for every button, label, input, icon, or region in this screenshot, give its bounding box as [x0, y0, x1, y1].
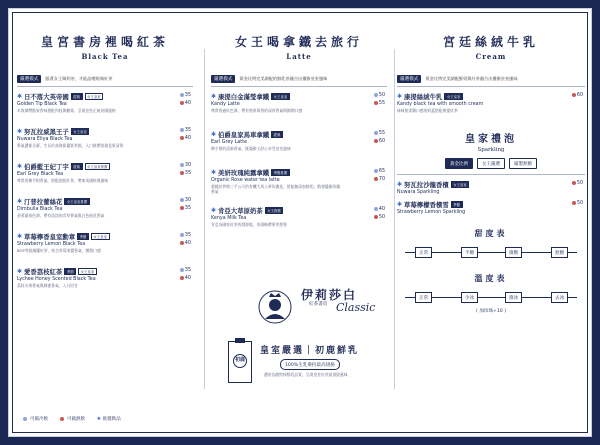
column-divider: [394, 49, 395, 389]
price-hot: 50: [576, 181, 583, 186]
latte-title: 女王喝拿鐵去旅行: [234, 35, 363, 49]
item-chip: 女王皇室: [78, 268, 97, 275]
price-cold: 35: [184, 93, 191, 98]
item-prices: [180, 92, 191, 108]
item-chip: 經典: [71, 163, 83, 170]
legend-recommend: ✱ 推薦飲品: [97, 416, 121, 422]
temperature-scale: [401, 290, 581, 304]
item-english-name: Nuwara Eliya Black Tea: [17, 137, 73, 142]
brand-classic: Classic: [336, 301, 376, 314]
item-prices: [180, 162, 191, 178]
menu-item: [397, 200, 585, 216]
price-hot: 40: [184, 241, 191, 246]
menu-item: [17, 232, 193, 263]
menu-item: [397, 180, 585, 196]
legend: [23, 416, 121, 422]
cream-title: 宮廷絲絨牛乳: [442, 35, 539, 49]
price-cold: 35: [184, 128, 191, 133]
temperature-option: 正常: [415, 292, 432, 303]
black-tea-title: 皇宮書房裡喝紅茶: [40, 35, 169, 49]
hot-dot-icon: [180, 241, 184, 245]
topping-note: ( 加珍珠+10 ): [476, 309, 506, 314]
temperature-option: 微冰: [505, 292, 522, 303]
item-english-name: Earl Grey Latte: [211, 140, 248, 145]
item-description: 荔枝水果香氣與蜂蜜香氣，入口回甘: [17, 283, 78, 288]
item-chip: 季節: [64, 268, 76, 275]
temperature-option: 少冰: [461, 292, 478, 303]
item-chip: 經典: [71, 93, 83, 100]
temperature-title: 溫度表: [474, 273, 508, 283]
item-chip: 經典: [271, 131, 283, 138]
star-icon: ✱: [397, 201, 403, 208]
cold-dot-icon: [374, 169, 378, 173]
item-prices: [180, 197, 191, 213]
price-hot: 40: [184, 276, 191, 281]
item-english-name: Strawberry Lemon Black Tea: [17, 242, 86, 247]
price-hot: 70: [378, 177, 385, 182]
item-chip: 季節: [77, 233, 89, 240]
menu-sheet: [8, 8, 592, 437]
item-chip: 女王皇室: [91, 233, 110, 240]
item-name: 美妍玫瑰純露拿鐵: [218, 169, 270, 177]
price-cold: 65: [378, 169, 385, 174]
item-description: 栽種於伊朗三千公尺的有機大馬士革玫瑰花，搭配無添加鮮奶，散發優雅玫瑰香氣: [211, 184, 341, 195]
cold-dot-icon: [374, 93, 378, 97]
menu-item: [211, 130, 387, 164]
divider: [397, 86, 585, 87]
item-prices: [374, 92, 385, 108]
item-chip: 女王皇室推薦: [64, 198, 89, 205]
item-prices: [374, 206, 385, 222]
hot-dot-icon: [180, 206, 184, 210]
cold-dot-icon: [374, 131, 378, 135]
item-name: 努瓦拉威黑王子: [24, 128, 69, 136]
price-cold: 30: [184, 163, 191, 168]
item-prices: [572, 200, 583, 208]
item-english-name: Organic Rose water tea latte: [211, 178, 280, 183]
sweetness-option: 微糖: [505, 247, 522, 258]
item-description: 肯亞為國家紅茶的發源地，茶湯略帶麥芽甜香: [211, 222, 287, 227]
sparkling-pills: [397, 158, 585, 169]
item-prices: [374, 168, 385, 184]
select-tag: 嚴選模式: [397, 75, 421, 83]
milk-note: 濃培烏龍特採鮮乳品質，呈現皇室紅茶最頂級風味: [264, 372, 348, 377]
milk-pill: 100%生乳乘持最高規格: [280, 359, 340, 370]
menu-item: [397, 92, 585, 118]
item-chip: 女王推薦: [265, 207, 284, 214]
price-hot: 40: [184, 101, 191, 106]
hot-dot-icon: [374, 215, 378, 219]
hot-dot-icon: [180, 136, 184, 140]
item-chip: 女王皇室: [271, 93, 290, 100]
select-tag: 嚴選模式: [211, 75, 235, 83]
item-prices: [374, 130, 385, 146]
column-divider: [204, 49, 205, 389]
legend-cold: 可做冷飲: [23, 416, 48, 422]
menu-item: [17, 197, 193, 228]
item-english-name: Earl Grey Black Tea: [17, 172, 64, 177]
item-english-name: Golden Tip Black Tea: [17, 102, 67, 107]
temperature-option: 去冰: [551, 292, 568, 303]
hot-dot-icon: [572, 93, 576, 97]
cream-subtitle: Cream: [475, 52, 507, 61]
sweetness-scale: [401, 245, 581, 259]
sweetness-option: 正常: [415, 247, 432, 258]
hot-dot-icon: [60, 417, 64, 421]
star-icon: ✱: [211, 131, 217, 138]
milk-title: 皇室嚴選｜初鹿鮮乳: [260, 346, 360, 356]
item-name: 康提白金滿瑩拿鐵: [218, 93, 270, 101]
item-english-name: Dimbulla Black Tea: [17, 207, 63, 212]
item-name: 汀普拉蕾絲花: [24, 198, 63, 206]
price-hot: 60: [378, 139, 385, 144]
star-icon: ✱: [97, 416, 101, 422]
star-icon: ✱: [17, 268, 23, 275]
item-name: 草莓檸檬香檳雪: [404, 201, 449, 209]
cold-dot-icon: [180, 163, 184, 167]
sweetness-option: 半糖: [461, 247, 478, 258]
item-english-name: Nuwara Sparkling: [397, 190, 440, 195]
milk-carton-icon: [228, 341, 252, 383]
price-hot: 35: [184, 171, 191, 176]
divider: [397, 174, 585, 175]
star-icon: ✱: [397, 93, 403, 100]
price-cold: 50: [378, 93, 385, 98]
item-name: 草莓檸香皇室勳章: [24, 233, 76, 241]
item-description: 金黃琥珀色澤，帶有淡淡的青草香氣與白色桂花香氣: [17, 213, 105, 218]
item-prices: [572, 92, 583, 100]
star-icon: ✱: [397, 181, 403, 188]
item-name: 愛香荔枝紅茶: [24, 268, 63, 276]
cold-dot-icon: [23, 417, 27, 421]
menu-item: [211, 168, 387, 202]
menu-item: [211, 92, 387, 126]
sparkling-list: [397, 180, 585, 216]
black-tea-list: [17, 92, 193, 298]
item-english-name: Kandy black tea with smooth cream: [397, 102, 484, 107]
item-description: 木質調帶點果香味搭配肉桂與糖霜，呈現皇室正統英國風格: [17, 108, 116, 113]
cold-dot-icon: [180, 233, 184, 237]
item-name: 努瓦拉沙龍香檳: [404, 181, 449, 189]
hot-dot-icon: [572, 181, 576, 185]
item-name: 肯亞大草原奶茶: [218, 207, 263, 215]
item-prices: [180, 232, 191, 248]
price-cold: 55: [378, 131, 385, 136]
item-chip: 季節: [451, 201, 463, 208]
pill: 嚴製無糖: [509, 158, 537, 169]
menu-item: [211, 206, 387, 240]
cold-dot-icon: [374, 207, 378, 211]
carton-logo: 初鹿: [233, 354, 247, 368]
item-english-name: Kenya Milk Tea: [211, 216, 247, 221]
star-icon: ✱: [17, 163, 23, 170]
select-desc: 跟著女王喝奶茶，才能品嚐經典紅茶: [45, 76, 113, 81]
price-hot: 35: [184, 206, 191, 211]
hot-dot-icon: [374, 101, 378, 105]
hot-dot-icon: [572, 201, 576, 205]
menu-item: [17, 92, 193, 123]
hot-dot-icon: [180, 171, 184, 175]
price-hot: 50: [378, 215, 385, 220]
item-description: 佛手柑的清新香氣，既優雅又舒心享受皇室風味: [211, 146, 291, 151]
price-hot: 40: [184, 136, 191, 141]
item-chip: 女王皇室: [85, 93, 104, 100]
price-cold: 30: [184, 198, 191, 203]
item-english-name: Strawberry Lemon Sparkling: [397, 210, 466, 215]
cold-dot-icon: [180, 268, 184, 272]
item-description: 尊貴的佛手柑香氣，搭配頂級紅茶，帶來英國經典風味: [17, 178, 109, 183]
menu-item: [17, 267, 193, 298]
legend-hot: 可做熱飲: [60, 416, 85, 422]
star-icon: ✱: [17, 93, 23, 100]
item-chip: 季節推薦: [271, 169, 290, 176]
star-icon: ✱: [211, 207, 217, 214]
milk-promo: [228, 341, 398, 385]
hot-dot-icon: [180, 276, 184, 280]
hot-dot-icon: [180, 101, 184, 105]
item-english-name: Kandy Latte: [211, 102, 240, 107]
brand-sub: 紅茶書房: [309, 302, 328, 307]
item-prices: [180, 267, 191, 283]
menu-item: [17, 127, 193, 158]
item-description: 香氣濃郁含蓄，生長於高海拔優質茶園，入口後帶淡雅花果清香: [17, 143, 124, 148]
item-chip: 女王皇室: [451, 181, 470, 188]
sparkling-subtitle: Sparkling: [477, 147, 505, 153]
select-desc: 黃金比例完美調配的鮮乳茶融合出優雅皇室風味: [239, 76, 328, 81]
price-cold: 35: [184, 268, 191, 273]
brand-name: 伊莉莎白: [301, 288, 358, 302]
item-name: 康提絲絨牛乳: [404, 93, 443, 101]
item-description: 絲絨般柔順口感的奶蓋搭配康提紅茶: [397, 108, 458, 113]
item-english-name: Lychee Honey Scented Black Tea: [17, 277, 96, 282]
price-hot: 50: [576, 201, 583, 206]
item-chip: 女王皇室: [71, 128, 90, 135]
item-chip: 女王皇室推薦: [85, 163, 110, 170]
sweetness-option: 無糖: [551, 247, 568, 258]
item-prices: [572, 180, 583, 188]
hot-dot-icon: [374, 177, 378, 181]
cold-dot-icon: [180, 93, 184, 97]
price-hot: 60: [576, 93, 583, 98]
item-name: 日不落大英帝國: [24, 93, 69, 101]
star-icon: ✱: [211, 169, 217, 176]
cream-list: [397, 92, 585, 118]
pill: 黃金比例: [445, 158, 473, 169]
item-prices: [180, 127, 191, 143]
menu-item: [17, 162, 193, 193]
latte-subtitle: Latte: [286, 52, 312, 61]
star-icon: ✱: [17, 128, 23, 135]
price-cold: 40: [378, 207, 385, 212]
item-description: BOP等級錫蘭紅茶，結合草莓果醬香氣，酸甜口感: [17, 248, 101, 253]
cold-dot-icon: [180, 198, 184, 202]
latte-list: [211, 92, 387, 240]
cream-column: [397, 15, 585, 430]
item-description: 尊貴的過紅色澤，帶有熟果莓香的深厚香氣與圓潤口感: [211, 108, 303, 113]
star-icon: ✱: [211, 93, 217, 100]
sparkling-title: 皇家禮泡: [465, 134, 517, 145]
select-desc: 黃金比例完美調配鮮奶與紅茶融合出優雅皇室風味: [425, 76, 518, 81]
price-cold: 35: [184, 233, 191, 238]
select-tag: 嚴選模式: [17, 75, 41, 83]
star-icon: ✱: [17, 233, 23, 240]
black-tea-subtitle: Black Tea: [81, 52, 129, 61]
price-hot: 55: [378, 101, 385, 106]
cold-dot-icon: [180, 128, 184, 132]
divider: [17, 86, 193, 87]
item-chip: 女王皇室: [444, 93, 463, 100]
star-icon: ✱: [17, 198, 23, 205]
item-name: 伯爵藍王妃丁字: [24, 163, 69, 171]
sweetness-title: 甜度表: [474, 228, 508, 238]
item-name: 伯爵皇家馬車拿鐵: [218, 131, 270, 139]
divider: [211, 86, 387, 87]
hot-dot-icon: [374, 139, 378, 143]
black-tea-column: [17, 15, 193, 430]
pill: 女王嚴選: [477, 158, 505, 169]
